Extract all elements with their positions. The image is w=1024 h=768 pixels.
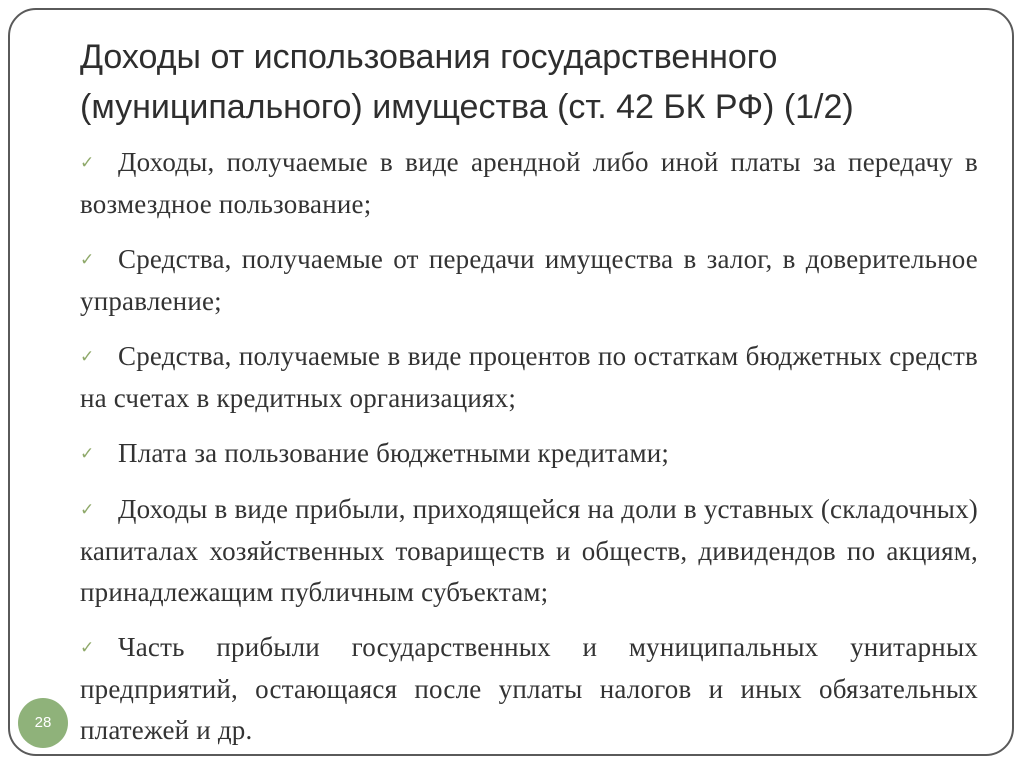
bullet-text: Средства, получаемые от передачи имущества в залог, в доверительное управление; xyxy=(80,244,978,316)
bullet-text: Доходы в виде прибыли, приходящейся на доли в уставных (складочных) капиталах хозяйственных товариществ и обществ, дивидендов по акциям, принадлежащим публичным субъектам; xyxy=(80,494,978,607)
bullet-text: Плата за пользование бюджетными кредитами; xyxy=(118,438,670,468)
bullet-text: Часть прибыли государственных и муниципальных унитарных предприятий, остающаяся после уплаты налогов и иных обязательных платежей и др. xyxy=(80,632,978,745)
slide-title: Доходы от использования государственного (муниципального) имущества (ст. 42 БК РФ) (1/2) xyxy=(80,38,854,126)
page-number-badge: 28 xyxy=(18,698,68,748)
bullet-item xyxy=(80,336,978,419)
bullet-text: Доходы, получаемые в виде арендной либо иной платы за передачу в возмездное пользование; xyxy=(80,147,978,219)
bullet-list xyxy=(80,142,978,765)
checkmark-icon: ✓ xyxy=(80,500,95,520)
checkmark-icon: ✓ xyxy=(80,250,95,270)
bullet-item xyxy=(80,433,978,475)
bullet-item xyxy=(80,489,978,613)
bullet-item xyxy=(80,239,978,322)
checkmark-icon: ✓ xyxy=(80,153,95,173)
bullet-item xyxy=(80,627,978,751)
checkmark-icon: ✓ xyxy=(80,638,95,658)
bullet-text: Средства, получаемые в виде процентов по остаткам бюджетных средств на счетах в кредитных организациях; xyxy=(80,341,978,413)
checkmark-icon: ✓ xyxy=(80,347,95,367)
bullet-item xyxy=(80,142,978,225)
checkmark-icon: ✓ xyxy=(80,444,95,464)
